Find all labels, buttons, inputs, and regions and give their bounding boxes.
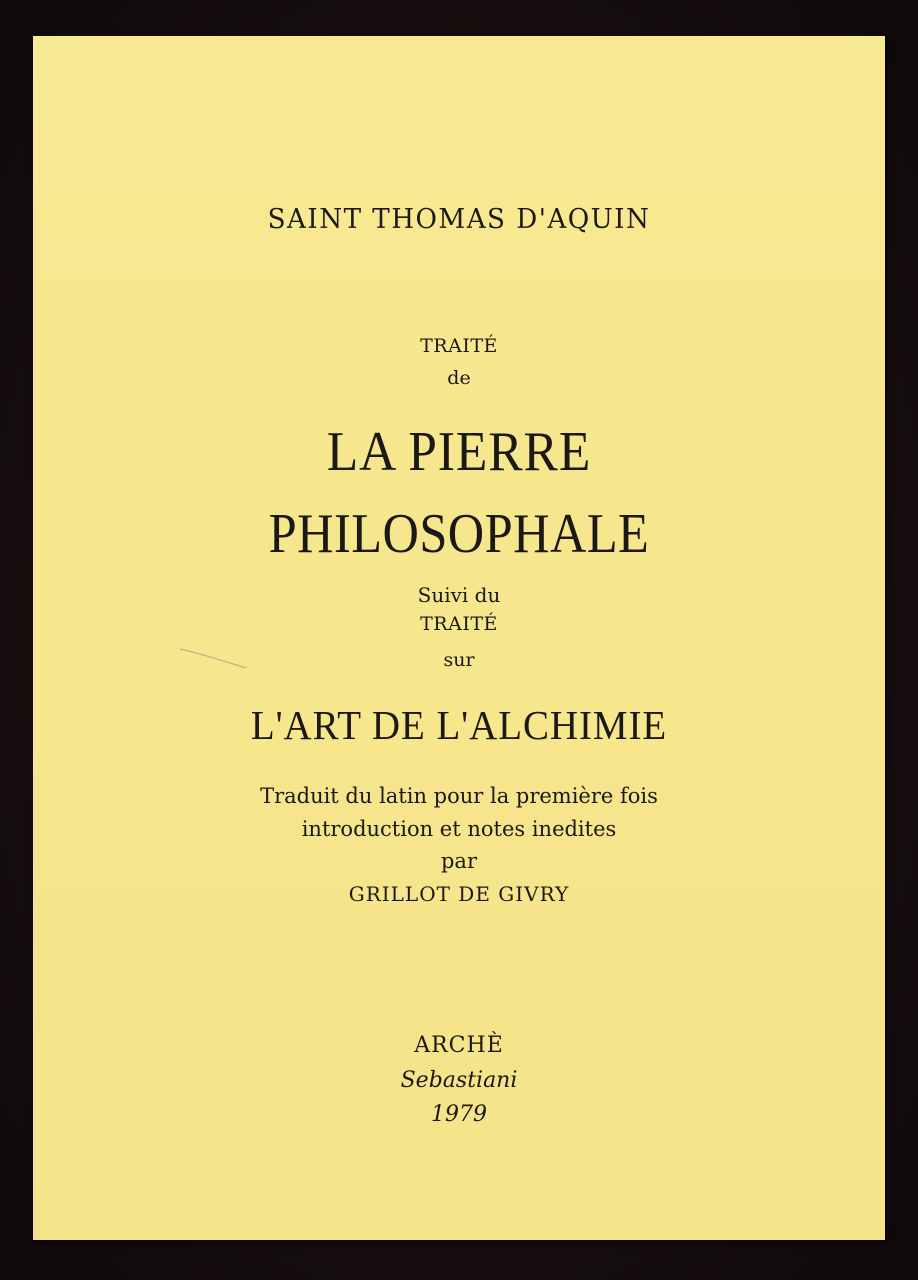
publisher-name: ARCHÈ xyxy=(414,1033,504,1058)
translator-name: GRILLOT DE GIVRY xyxy=(348,882,570,906)
translation-by: par xyxy=(440,849,477,873)
book-title-line-2: PHILOSOPHALE xyxy=(268,503,650,565)
translation-credit-line-2: introduction et notes inedites xyxy=(301,817,617,841)
publication-year: 1979 xyxy=(431,1102,487,1127)
book-cover xyxy=(33,36,885,1240)
treatise-preposition-1: de xyxy=(447,367,471,389)
book-title-line-1: LA PIERRE xyxy=(326,421,592,483)
second-title: L'ART DE L'ALCHIMIE xyxy=(250,702,668,748)
treatise-label-1: TRAITÉ xyxy=(420,335,498,357)
publisher-imprint: Sebastiani xyxy=(400,1068,518,1093)
followed-by-text: Suivi du xyxy=(417,583,501,607)
author-name: SAINT THOMAS D'AQUIN xyxy=(267,204,651,235)
treatise-preposition-2: sur xyxy=(443,649,475,671)
treatise-label-2: TRAITÉ xyxy=(420,613,498,635)
translation-credit-line-1: Traduit du latin pour la première fois xyxy=(260,784,658,808)
